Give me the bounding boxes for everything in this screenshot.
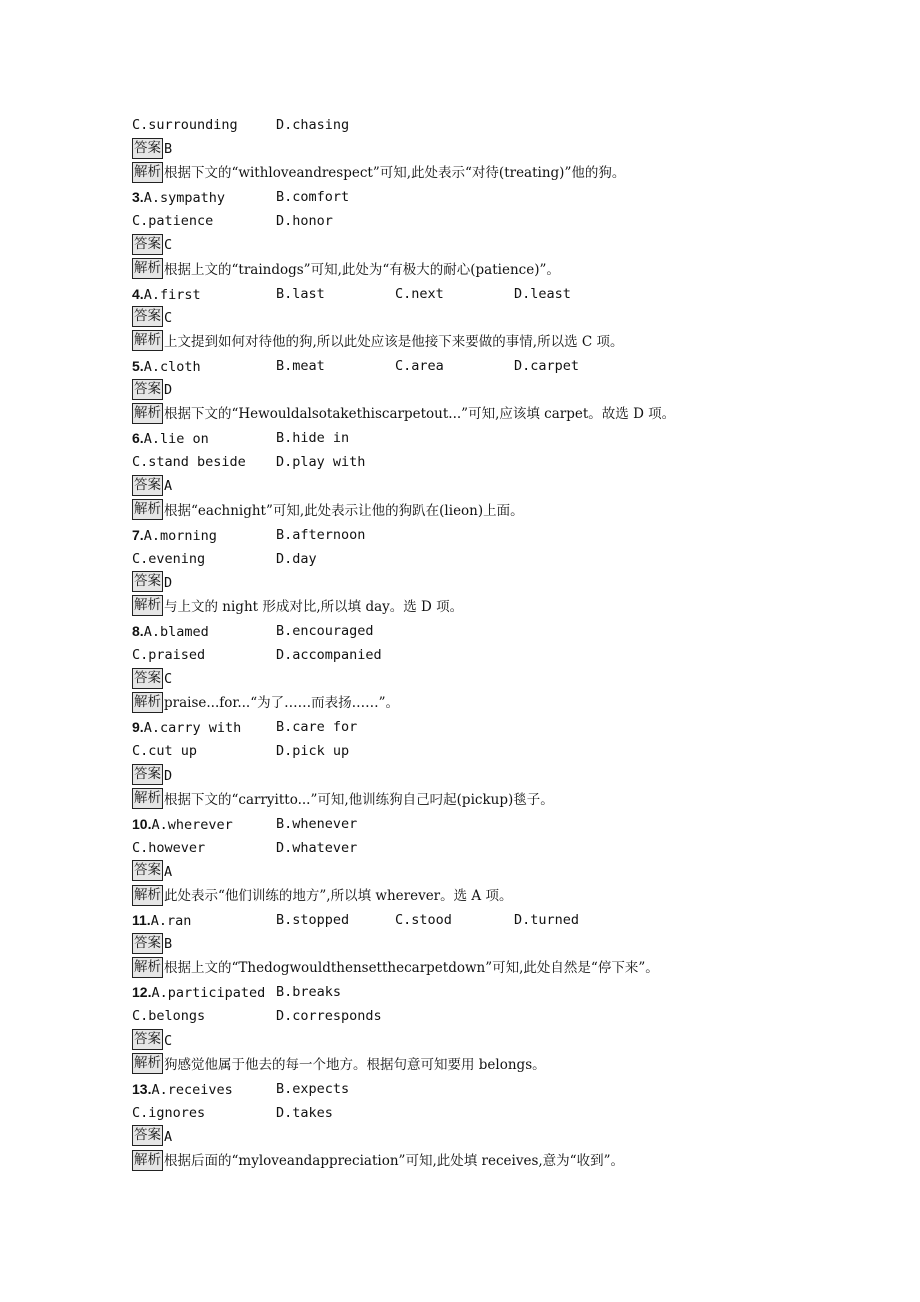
analysis-label: 解析 <box>132 403 163 424</box>
answer-row <box>132 860 832 884</box>
option-item <box>395 354 444 378</box>
option-row <box>132 282 832 306</box>
option-row <box>132 185 832 209</box>
option-item <box>132 739 197 763</box>
analysis-row <box>132 1149 832 1173</box>
option-text: D.honor <box>276 213 333 230</box>
question-number: 4. <box>132 285 144 302</box>
option-item <box>276 209 333 233</box>
option-item <box>276 836 357 860</box>
option-row <box>132 739 832 763</box>
analysis-label: 解析 <box>132 1053 163 1074</box>
option-text: B.encouraged <box>276 622 374 639</box>
option-text: B.expects <box>276 1080 350 1097</box>
option-text: C.however <box>132 839 206 856</box>
option-item <box>132 980 265 1005</box>
answer-value: C <box>164 237 173 254</box>
option-item <box>132 812 233 837</box>
option-text: A.first <box>143 286 201 303</box>
option-item <box>132 185 225 210</box>
option-row <box>132 113 832 137</box>
option-text: C.praised <box>132 647 206 664</box>
option-item <box>276 1077 349 1101</box>
question-number: 7. <box>132 526 144 543</box>
answer-label: 答案 <box>132 1029 163 1050</box>
answer-value: D <box>164 382 173 399</box>
answer-row <box>132 667 832 691</box>
analysis-text: 根据上文的“Thedogwouldthensetthecarpetdown”可知,此处自然是“停下来”。 <box>164 960 659 977</box>
option-text: A.carry with <box>143 720 242 737</box>
answer-value: A <box>164 863 173 880</box>
analysis-text: 与上文的 night 形成对比,所以填 day。选 D 项。 <box>164 598 464 615</box>
option-item <box>276 547 317 571</box>
option-item <box>276 426 349 450</box>
answer-label: 答案 <box>132 379 163 400</box>
option-text: A.ran <box>150 913 192 930</box>
question-number: 3. <box>132 189 144 206</box>
option-text: D.takes <box>276 1104 333 1121</box>
answer-row <box>132 233 832 257</box>
answer-value: A <box>164 478 173 495</box>
analysis-text: 根据下文的“Hewouldalsotakethiscarpetout...”可知,应该填 carpet。故选 D 项。 <box>164 406 676 423</box>
analysis-label: 解析 <box>132 499 163 520</box>
answer-value: D <box>164 767 173 784</box>
answer-row <box>132 1125 832 1149</box>
analysis-text: 根据下文的“carryitto...”可知,他训练狗自己叼起(pickup)毯子。 <box>164 791 554 808</box>
question-number: 12. <box>132 984 152 1001</box>
option-item <box>395 908 452 932</box>
question-number: 6. <box>132 430 144 447</box>
option-item <box>276 715 357 739</box>
option-item <box>276 739 349 763</box>
option-item <box>276 812 357 836</box>
answer-label: 答案 <box>132 138 163 159</box>
answer-value: A <box>164 1128 173 1145</box>
answer-label: 答案 <box>132 668 163 689</box>
option-row <box>132 715 832 739</box>
analysis-text: 根据下文的“withloveandrespect”可知,此处表示“对待(treating)”他的狗。 <box>164 165 626 182</box>
answer-row <box>132 137 832 161</box>
answer-label: 答案 <box>132 306 163 327</box>
option-item <box>276 523 365 547</box>
analysis-row <box>132 402 832 426</box>
option-text: B.last <box>276 285 325 302</box>
analysis-label: 解析 <box>132 595 163 616</box>
analysis-row <box>132 1053 832 1077</box>
option-item <box>514 908 579 932</box>
option-text: C.area <box>395 357 444 374</box>
answer-row <box>132 1029 832 1053</box>
analysis-row <box>132 691 832 715</box>
analysis-label: 解析 <box>132 885 163 906</box>
option-item <box>514 282 571 306</box>
analysis-label: 解析 <box>132 1150 163 1171</box>
option-text: C.belongs <box>132 1008 206 1025</box>
analysis-row <box>132 788 832 812</box>
option-row <box>132 426 832 450</box>
option-row <box>132 1004 832 1028</box>
option-row <box>132 1101 832 1125</box>
question-number: 9. <box>132 719 144 736</box>
answer-label: 答案 <box>132 933 163 954</box>
analysis-label: 解析 <box>132 162 163 183</box>
analysis-row <box>132 161 832 185</box>
analysis-text: 此处表示“他们训练的地方”,所以填 wherever。选 A 项。 <box>164 888 513 904</box>
document-page <box>132 113 832 1173</box>
answer-label: 答案 <box>132 1125 163 1146</box>
option-row <box>132 1077 832 1101</box>
question-number: 13. <box>132 1080 152 1097</box>
question-number: 11. <box>132 912 151 929</box>
option-text: D.turned <box>514 912 580 929</box>
option-item <box>276 1004 382 1028</box>
option-item <box>276 980 341 1004</box>
option-item <box>132 547 205 571</box>
option-item <box>132 282 201 307</box>
option-item <box>276 643 382 667</box>
option-text: B.meat <box>276 357 325 374</box>
answer-value: C <box>164 309 173 326</box>
analysis-label: 解析 <box>132 692 163 713</box>
analysis-text: 上文提到如何对待他的狗,所以此处应该是他接下来要做的事情,所以选 C 项。 <box>164 333 624 350</box>
option-item <box>514 354 579 378</box>
analysis-label: 解析 <box>132 258 163 279</box>
option-text: B.breaks <box>276 984 342 1001</box>
option-row <box>132 450 832 474</box>
option-row <box>132 547 832 571</box>
analysis-label: 解析 <box>132 788 163 809</box>
analysis-text: 根据上文的“traindogs”可知,此处为“有极大的耐心(patience)”。 <box>164 261 560 278</box>
option-text: C.stood <box>395 912 452 929</box>
option-text: C.ignores <box>132 1104 206 1121</box>
option-item <box>132 426 209 451</box>
answer-label: 答案 <box>132 234 163 255</box>
answer-row <box>132 474 832 498</box>
analysis-row <box>132 258 832 282</box>
option-row <box>132 836 832 860</box>
option-text: D.corresponds <box>276 1008 382 1025</box>
option-text: D.day <box>276 550 317 567</box>
option-text: D.whatever <box>276 839 358 856</box>
option-item <box>132 1077 233 1102</box>
answer-row <box>132 378 832 402</box>
option-item <box>276 113 349 137</box>
analysis-text: 狗感觉他属于他去的每一个地方。根据句意可知要用 belongs。 <box>164 1056 546 1073</box>
answer-row <box>132 306 832 330</box>
option-text: B.hide in <box>276 430 350 447</box>
question-number: 10. <box>132 815 152 832</box>
option-item <box>132 450 246 474</box>
analysis-row <box>132 595 832 619</box>
option-text: C.next <box>395 285 444 302</box>
option-text: B.care for <box>276 719 358 736</box>
option-text: A.cloth <box>143 358 201 375</box>
option-item <box>276 1101 333 1125</box>
answer-label: 答案 <box>132 571 163 592</box>
answer-value: C <box>164 671 173 688</box>
option-item <box>132 715 241 740</box>
analysis-label: 解析 <box>132 330 163 351</box>
option-item <box>132 113 238 137</box>
option-item <box>132 1004 205 1028</box>
option-text: C.surrounding <box>132 117 238 133</box>
option-row <box>132 812 832 836</box>
option-item <box>276 450 365 474</box>
option-text: D.play with <box>276 454 366 471</box>
option-text: B.comfort <box>276 189 350 206</box>
option-item <box>276 354 325 378</box>
option-item <box>395 282 444 306</box>
option-text: D.accompanied <box>276 647 382 664</box>
option-text: A.wherever <box>151 816 233 833</box>
answer-row <box>132 571 832 595</box>
option-item <box>132 523 217 548</box>
analysis-text: 根据“eachnight”可知,此处表示让他的狗趴在(lieon)上面。 <box>164 502 524 519</box>
analysis-text: praise...for...“为了……而表扬……”。 <box>164 695 400 712</box>
option-text: D.carpet <box>514 357 580 374</box>
option-text: D.least <box>514 285 571 302</box>
option-row <box>132 980 832 1004</box>
answer-value: B <box>164 141 173 158</box>
option-text: A.participated <box>151 985 266 1002</box>
answer-value: B <box>164 936 173 953</box>
answer-row <box>132 932 832 956</box>
analysis-row <box>132 956 832 980</box>
option-text: B.afternoon <box>276 526 366 543</box>
option-row <box>132 209 832 233</box>
analysis-row <box>132 330 832 354</box>
option-text: D.chasing <box>276 117 350 133</box>
option-text: C.stand beside <box>132 454 246 471</box>
option-item <box>276 908 349 932</box>
option-text: A.receives <box>151 1081 233 1098</box>
option-row <box>132 643 832 667</box>
option-text: A.sympathy <box>143 190 225 207</box>
option-row <box>132 354 832 378</box>
option-text: C.cut up <box>132 743 198 760</box>
analysis-row <box>132 499 832 523</box>
analysis-label: 解析 <box>132 957 163 978</box>
option-item <box>132 354 201 379</box>
option-item <box>132 1101 205 1125</box>
option-text: B.whenever <box>276 815 358 832</box>
option-row <box>132 908 832 932</box>
option-item <box>132 643 205 667</box>
option-text: C.patience <box>132 213 214 230</box>
option-row <box>132 523 832 547</box>
option-item <box>132 619 209 644</box>
question-number: 8. <box>132 622 144 639</box>
analysis-row <box>132 884 832 908</box>
option-item <box>132 209 213 233</box>
answer-label: 答案 <box>132 764 163 785</box>
answer-value: D <box>164 574 173 591</box>
analysis-text: 根据后面的“myloveandappreciation”可知,此处填 receives,意为“收到”。 <box>164 1153 624 1170</box>
answer-value: C <box>164 1032 173 1049</box>
option-text: A.blamed <box>143 623 209 640</box>
option-text: D.pick up <box>276 743 350 760</box>
option-text: A.lie on <box>143 431 209 448</box>
option-text: B.stopped <box>276 912 350 929</box>
answer-label: 答案 <box>132 860 163 881</box>
option-item <box>276 282 325 306</box>
answer-row <box>132 764 832 788</box>
option-text: C.evening <box>132 550 206 567</box>
question-number: 5. <box>132 357 144 374</box>
option-item <box>276 185 349 209</box>
option-row <box>132 619 832 643</box>
option-item <box>132 836 205 860</box>
option-item <box>276 619 374 643</box>
answer-label: 答案 <box>132 475 163 496</box>
option-text: A.morning <box>143 527 217 544</box>
option-item <box>132 908 191 933</box>
